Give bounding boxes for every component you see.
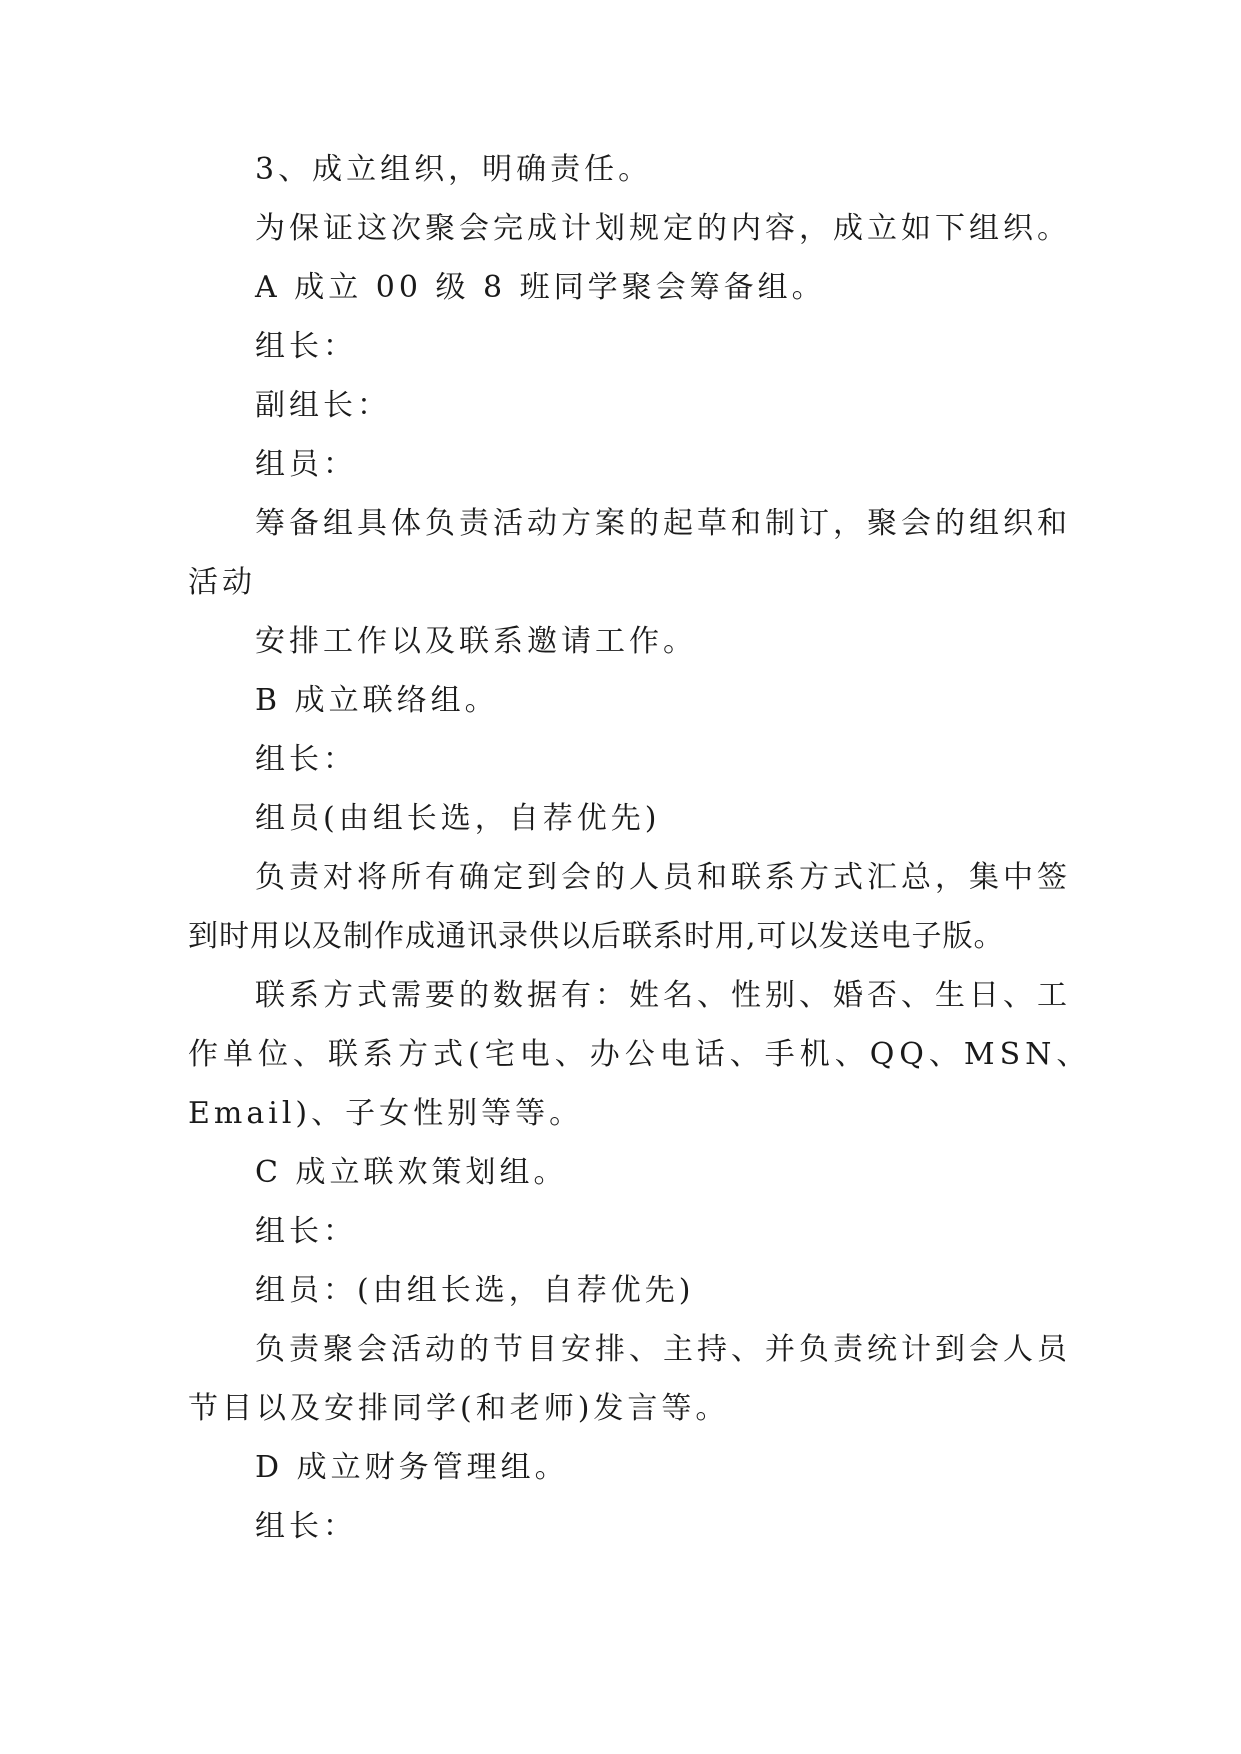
contact-fields-line2: 作单位、联系方式(宅电、办公电话、手机、QQ、MSN、: [188, 1037, 1092, 1072]
contact-fields-line3: Email)、子女性别等等。: [188, 1096, 584, 1131]
contact-fields-line1: 联系方式需要的数据有：姓名、性别、婚否、生日、工: [255, 978, 1071, 1013]
section-c-description-line1: 负责聚会活动的节目安排、主持、并负责统计到会人员: [255, 1332, 1071, 1367]
section-a-title: A 成立 00 级 8 班同学聚会筹备组。: [255, 270, 826, 305]
heading-establish-organization: 3、成立组织，明确责任。: [255, 152, 653, 187]
section-c-title: C 成立联欢策划组。: [255, 1155, 568, 1190]
section-a-description-line3: 安排工作以及联系邀请工作。: [255, 624, 697, 659]
section-a-leader: 组长：: [255, 329, 357, 364]
section-a-description-line1: 筹备组具体负责活动方案的起草和制订，聚会的组织和: [255, 506, 1071, 541]
section-b-members: 组员(由组长选，自荐优先): [255, 801, 661, 836]
section-b-leader: 组长：: [255, 742, 357, 777]
section-d-title: D 成立财务管理组。: [255, 1450, 569, 1485]
section-d-leader: 组长：: [255, 1509, 357, 1544]
section-c-leader: 组长：: [255, 1214, 357, 1249]
section-c-members: 组员：(由组长选，自荐优先): [255, 1273, 695, 1308]
section-b-description-line2: 到时用以及制作成通讯录供以后联系时用,可以发送电子版。: [188, 919, 1005, 954]
section-b-description-line1: 负责对将所有确定到会的人员和联系方式汇总，集中签: [255, 860, 1071, 895]
section-c-description-line2: 节目以及安排同学(和老师)发言等。: [188, 1391, 730, 1426]
section-a-vice-leader: 副组长：: [255, 388, 391, 423]
paragraph-intro: 为保证这次聚会完成计划规定的内容，成立如下组织。: [255, 211, 1071, 246]
section-a-members: 组员：: [255, 447, 357, 482]
section-a-description-line2: 活动: [188, 565, 256, 600]
section-b-title: B 成立联络组。: [255, 683, 499, 718]
